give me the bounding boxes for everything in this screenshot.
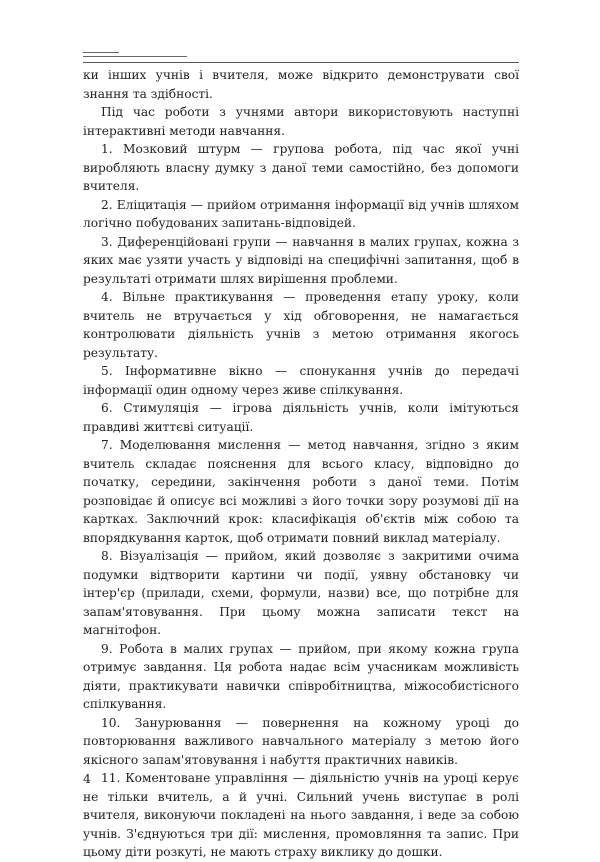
list-item-thinking-modeling: 7. Моделювання мислення — метод навчання, згідно з яким вчитель складає пояснення для всього класу, відповідно до початку, середини, закінчення роботи з даної теми. Потім розповідає й описує всі можливі з його точки зору розумові дії на картках. Заключний крок: класифікація об'єктів між собою та впорядкування карток, щоб отримати повний виклад матеріалу.	[83, 438, 519, 545]
list-item-simulation: 6. Стимуляція — ігрова діяльність учнів, коли імітуються правдиві життєві ситуації.	[83, 401, 519, 434]
list-item-free-practice: 4. Вільне практикування — проведення етапу уроку, коли вчитель не втручається у хід обговорення, не намагається контролювати діяльність учнів з метою отримання якогось результату.	[83, 290, 519, 360]
list-item-brainstorm: 1. Мозковий штурм — групова робота, під час якої учні виробляють власну думку з даної теми самостійно, без допомоги вчителя.	[83, 142, 519, 193]
header-rule-short	[83, 52, 119, 53]
list-item-immersion: 10. Занурювання — повернення на кожному уроці до повторювання важливого навчального матеріалу з метою його якісного запам'ятовування і набуття практичних навиків.	[83, 715, 519, 767]
header-rule-medium	[83, 56, 187, 57]
list-item-visualization: 8. Візуалізація — прийом, який дозволяє з закритими очима подумки відтворити картини чи події, уявну обстановку чи інтер'єр (прилади, схеми, формули, назви) все, що потрібне для запам'ятовування. При цьому можна записати текст на магнітофон.	[83, 549, 519, 637]
list-item-commented-management: 11. Коментоване управління — діяльністю учнів на уроці керує не тільки вчитель, а й учні. Сильний учень виступає в ролі вчителя, виконуючи покладені на нього завдання, і веде за собою учнів. З'єднуються три дії: мислення, промовляння та запис. При цьому діти розкуті, не мають страху виклику до дошки.	[83, 771, 519, 859]
header-rule	[83, 62, 519, 63]
paragraph-continuation: ки інших учнів і вчителя, може відкрито демонструвати свої знання та здібності.	[83, 68, 519, 101]
body-text	[83, 66, 519, 862]
page-number: 4	[83, 771, 91, 786]
list-item-information-window: 5. Інформативне вікно — спонукання учнів до передачі інформації один одному через живе спілкування.	[83, 364, 519, 397]
list-item-differentiated-groups: 3. Диференційовані групи — навчання в малих групах, кожна з яких має узяти участь у відповіді на специфічні запитання, щоб в результаті отримати шлях вирішення проблеми.	[83, 234, 519, 286]
list-item-elicitation: 2. Еліцитація — прийом отримання інформації від учнів шляхом логічно побудованих запитань-відповідей.	[83, 197, 519, 230]
paragraph-intro: Під час роботи з учнями автори використовують наступні інтерактивні методи навчання.	[83, 105, 519, 138]
list-item-small-groups: 9. Робота в малих групах — прийом, при якому кожна група отримує завдання. Ця робота надає всім учасникам можливість діяти, практикувати навички співробітництва, міжособистісного спілкування.	[83, 641, 519, 711]
